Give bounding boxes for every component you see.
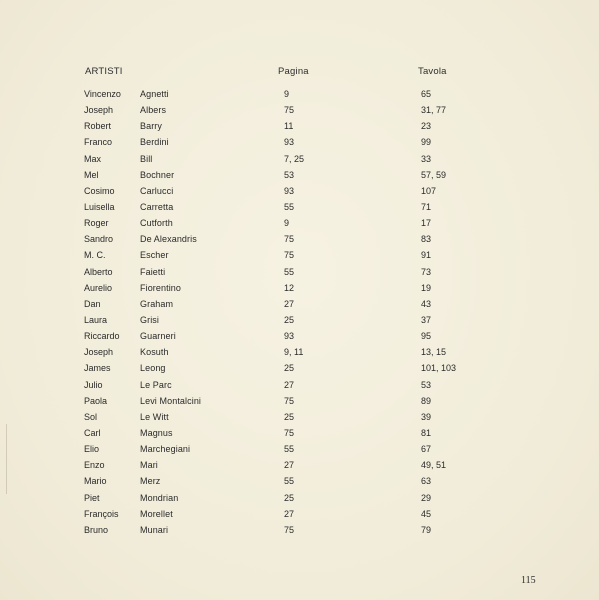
index-row [0, 492, 599, 508]
header-artisti: ARTISTI [85, 66, 123, 77]
pagina-value: 12 [284, 282, 295, 293]
artist-last-name: Grisi [140, 314, 159, 325]
tavola-value: 49, 51 [421, 460, 447, 471]
artist-index-list [0, 88, 599, 540]
tavola-value: 23 [421, 121, 432, 132]
tavola-value: 67 [421, 444, 432, 455]
index-row [0, 233, 599, 249]
tavola-value: 71 [421, 201, 432, 212]
tavola-value: 19 [421, 282, 432, 293]
tavola-value: 99 [421, 137, 432, 148]
pagina-value: 75 [284, 524, 295, 535]
artist-last-name: Le Witt [140, 411, 169, 422]
tavola-value: 65 [421, 89, 432, 99]
artist-last-name: Munari [140, 524, 169, 535]
pagina-value: 93 [284, 185, 295, 196]
pagina-value: 25 [284, 314, 295, 325]
artist-first-name: M. C. [84, 250, 106, 261]
artist-last-name: Mari [140, 460, 158, 471]
pagina-value: 75 [284, 427, 295, 438]
pagina-value: 7, 25 [284, 153, 305, 164]
pagina-value: 25 [284, 492, 295, 503]
artist-first-name: Dan [84, 298, 101, 309]
tavola-value: 45 [421, 508, 432, 519]
index-row [0, 395, 599, 411]
artist-first-name: Sol [84, 411, 98, 422]
pagina-value: 55 [284, 444, 295, 455]
artist-first-name: Piet [84, 492, 100, 503]
pagina-value: 25 [284, 363, 295, 374]
artist-first-name: Franco [84, 137, 113, 148]
artist-first-name: Paola [84, 395, 108, 406]
index-row [0, 346, 599, 362]
artist-first-name: Alberto [84, 266, 113, 277]
pagina-value: 75 [284, 395, 295, 406]
tavola-value: 57, 59 [421, 169, 447, 180]
artist-first-name: Cosimo [84, 185, 115, 196]
artist-last-name: Kosuth [140, 347, 169, 358]
tavola-value: 89 [421, 395, 432, 406]
artist-first-name: Elio [84, 444, 100, 455]
artist-last-name: Guarneri [140, 331, 176, 342]
artist-last-name: Levi Montalcini [140, 395, 202, 406]
artist-first-name: Luisella [84, 201, 115, 212]
pagina-value: 25 [284, 411, 295, 422]
pagina-value: 9 [284, 89, 290, 99]
tavola-value: 17 [421, 218, 432, 229]
index-row [0, 120, 599, 136]
tavola-value: 63 [421, 476, 432, 487]
index-row [0, 266, 599, 282]
artist-last-name: Leong [140, 363, 166, 374]
tavola-value: 53 [421, 379, 432, 390]
pagina-value: 55 [284, 476, 295, 487]
tavola-value: 91 [421, 250, 432, 261]
pagina-value: 27 [284, 460, 295, 471]
artist-last-name: Berdini [140, 137, 169, 148]
pagina-value: 55 [284, 266, 295, 277]
pagina-value: 55 [284, 201, 295, 212]
tavola-value: 43 [421, 298, 432, 309]
artist-first-name: Bruno [84, 524, 109, 535]
artist-last-name: Morellet [140, 508, 173, 519]
artist-last-name: De Alexandris [140, 234, 197, 245]
index-row [0, 427, 599, 443]
artist-last-name: Graham [140, 298, 174, 309]
pagina-value: 27 [284, 508, 295, 519]
tavola-value: 73 [421, 266, 432, 277]
artist-last-name: Barry [140, 121, 163, 132]
header-pagina: Pagina [278, 66, 309, 77]
artist-first-name: Julio [84, 379, 103, 390]
artist-last-name: Cutforth [140, 218, 173, 229]
artist-last-name: Le Parc [140, 379, 172, 390]
tavola-value: 39 [421, 411, 432, 422]
artist-first-name: Roger [84, 218, 109, 229]
artist-last-name: Escher [140, 250, 169, 261]
artist-first-name: Riccardo [84, 331, 120, 342]
artist-first-name: Joseph [84, 347, 114, 358]
artist-first-name: Mel [84, 169, 99, 180]
tavola-value: 31, 77 [421, 105, 447, 116]
artist-last-name: Fiorentino [140, 282, 182, 293]
pagina-value: 93 [284, 137, 295, 148]
pagina-value: 75 [284, 105, 295, 116]
pagina-value: 9, 11 [284, 347, 304, 358]
index-row [0, 379, 599, 395]
index-row [0, 314, 599, 330]
pagina-value: 53 [284, 169, 295, 180]
artist-last-name: Marchegiani [140, 444, 191, 455]
pagina-value: 75 [284, 234, 295, 245]
index-row [0, 153, 599, 169]
index-row [0, 169, 599, 185]
artist-first-name: Carl [84, 427, 101, 438]
artist-first-name: Aurelio [84, 282, 113, 293]
pagina-value: 27 [284, 379, 295, 390]
artist-first-name: Vincenzo [84, 89, 121, 99]
index-row [0, 185, 599, 201]
artist-last-name: Merz [140, 476, 161, 487]
artist-first-name: Mario [84, 476, 107, 487]
pagina-value: 75 [284, 250, 295, 261]
index-row [0, 298, 599, 314]
tavola-value: 101, 103 [421, 363, 457, 374]
tavola-value: 107 [421, 185, 437, 196]
artist-first-name: Max [84, 153, 102, 164]
tavola-value: 33 [421, 153, 432, 164]
artist-last-name: Carretta [140, 201, 174, 212]
artist-last-name: Albers [140, 105, 167, 116]
index-row [0, 249, 599, 265]
tavola-value: 83 [421, 234, 432, 245]
artist-first-name: Robert [84, 121, 112, 132]
artist-last-name: Bochner [140, 169, 175, 180]
tavola-value: 79 [421, 524, 432, 535]
tavola-value: 95 [421, 331, 432, 342]
index-row [0, 104, 599, 120]
artist-first-name: James [84, 363, 111, 374]
tavola-value: 29 [421, 492, 432, 503]
artist-last-name: Agnetti [140, 89, 169, 99]
index-row [0, 136, 599, 152]
pagina-value: 27 [284, 298, 295, 309]
artist-last-name: Bill [140, 153, 153, 164]
page-number: 115 [521, 575, 536, 586]
index-row [0, 330, 599, 346]
index-row [0, 88, 599, 104]
artist-first-name: Enzo [84, 460, 105, 471]
artist-last-name: Faietti [140, 266, 166, 277]
index-row [0, 508, 599, 524]
index-row [0, 282, 599, 298]
index-row [0, 443, 599, 459]
header-tavola: Tavola [418, 66, 447, 77]
artist-last-name: Carlucci [140, 185, 174, 196]
artist-first-name: Joseph [84, 105, 114, 116]
tavola-value: 37 [421, 314, 432, 325]
index-row [0, 459, 599, 475]
pagina-value: 9 [284, 218, 290, 229]
index-row [0, 217, 599, 233]
artist-first-name: Laura [84, 314, 108, 325]
index-row [0, 411, 599, 427]
artist-first-name: Sandro [84, 234, 114, 245]
index-row [0, 475, 599, 491]
index-row [0, 362, 599, 378]
pagina-value: 93 [284, 331, 295, 342]
artist-first-name: François [84, 508, 119, 519]
artist-last-name: Magnus [140, 427, 173, 438]
index-row [0, 201, 599, 217]
artist-last-name: Mondrian [140, 492, 179, 503]
tavola-value: 81 [421, 427, 432, 438]
index-row [0, 524, 599, 540]
pagina-value: 11 [284, 121, 294, 132]
tavola-value: 13, 15 [421, 347, 447, 358]
